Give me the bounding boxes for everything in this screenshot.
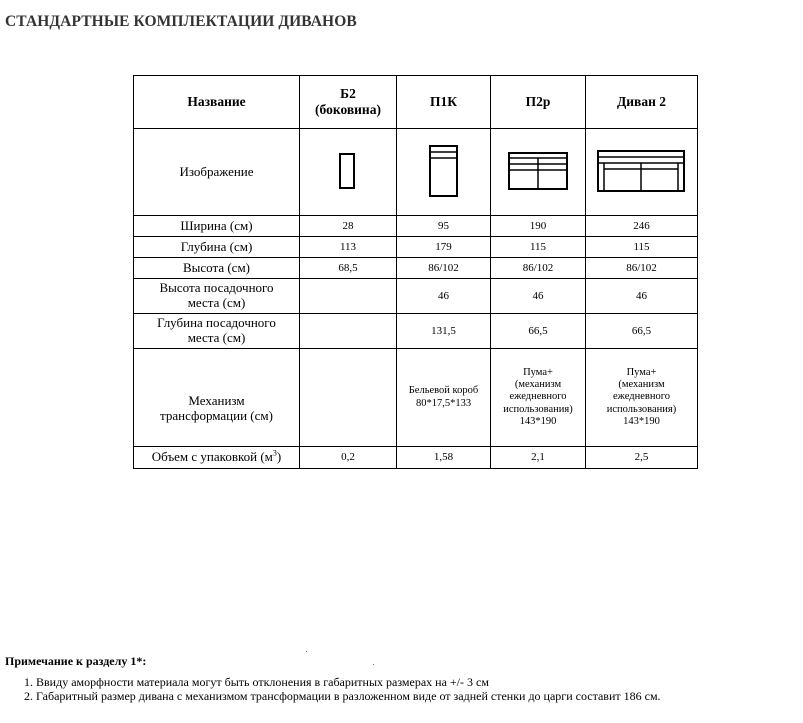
cell-value: 28 [300, 216, 397, 237]
depth-row [134, 237, 698, 258]
column-header-b2 [300, 76, 397, 129]
notes-heading: Примечание к разделу 1*: [5, 654, 147, 668]
cell-value: 131,5 [397, 314, 491, 349]
mechanism-line: Пума+ [523, 367, 553, 379]
column-name: Б2 [340, 86, 356, 102]
mechanism-cell [397, 349, 491, 447]
cell-value: 66,5 [491, 314, 586, 349]
cell-value: 115 [586, 237, 698, 258]
mechanism-line: 143*190 [519, 415, 557, 427]
row-label-line: трансформации (см) [160, 407, 273, 423]
cell-value: 86/102 [397, 258, 491, 279]
mechanism-cell [491, 349, 586, 447]
row-label-height: Высота (см) [134, 258, 300, 279]
cell-value: 190 [491, 216, 586, 237]
mechanism-line: 80*17,5*133 [415, 397, 472, 409]
header-row [134, 76, 698, 129]
cell-value: 46 [491, 279, 586, 314]
cell-value: 115 [491, 237, 586, 258]
cell-value: 113 [300, 237, 397, 258]
notes-section [5, 654, 661, 704]
width-row [134, 216, 698, 237]
note-item: 2. Габаритный размер дивана с механизмом трансформации в разложенном виде от задней стенки до царги составит 186 см. [36, 689, 661, 703]
mechanism-line: использования) [503, 403, 573, 415]
mechanism-row [134, 349, 698, 447]
volume-superscript: 3 [272, 448, 277, 458]
seat-depth-row [134, 314, 698, 349]
column-header-divan2: Диван 2 [586, 76, 698, 129]
cell-value: 1,58 [397, 447, 491, 469]
cell-value: 2,5 [586, 447, 698, 469]
cell-value: 46 [397, 279, 491, 314]
row-label-line: места (см) [187, 330, 246, 345]
notes-list [5, 675, 661, 704]
cell-value: 179 [397, 237, 491, 258]
row-label-image: Изображение [134, 129, 300, 216]
row-label-mechanism [134, 349, 300, 447]
name-header: Название [134, 76, 300, 129]
document-title: СТАНДАРТНЫЕ КОМПЛЕКТАЦИИ ДИВАНОВ [5, 13, 357, 30]
volume-label: Объем с упаковкой (м [151, 449, 273, 465]
row-label-line: Механизм [188, 392, 245, 408]
cell-value [300, 314, 397, 349]
seat-height-row [134, 279, 698, 314]
cell-value: 2,1 [491, 447, 586, 469]
cell-value: 86/102 [586, 258, 698, 279]
image-row [134, 129, 698, 216]
volume-row [134, 447, 698, 469]
mechanism-line: ежедневного [509, 391, 567, 403]
mechanism-line: 143*190 [623, 415, 660, 427]
sofa-icon [596, 149, 688, 195]
armrest-icon [338, 152, 358, 192]
volume-label-close: ) [276, 449, 282, 465]
two-seat-module-icon [507, 151, 569, 193]
mechanism-cell [586, 349, 698, 447]
row-label-seat-depth [134, 314, 300, 349]
row-label-depth: Глубина (см) [134, 237, 300, 258]
row-label-width: Ширина (см) [134, 216, 300, 237]
cell-value: 66,5 [586, 314, 698, 349]
mechanism-line: ежедневного [612, 391, 671, 403]
scan-speck [306, 651, 307, 652]
cell-value: 86/102 [491, 258, 586, 279]
row-label-line: Высота посадочного [159, 280, 274, 296]
row-label-volume [134, 447, 300, 469]
column-subname: (боковина) [315, 102, 381, 117]
row-label-line: места (см) [187, 295, 246, 310]
cell-value: 95 [397, 216, 491, 237]
mechanism-line: Бельевой короб [408, 385, 479, 397]
cell-value: 68,5 [300, 258, 397, 279]
mechanism-line: (механизм [618, 379, 665, 391]
note-item: 1. Ввиду аморфности материала могут быть отклонения в габаритных размерах на +/- 3 см [36, 675, 661, 689]
cell-value: 246 [586, 216, 698, 237]
mechanism-line: Пума+ [626, 367, 657, 379]
height-row [134, 258, 698, 279]
column-header-p2r: П2р [491, 76, 586, 129]
sofa-spec-table [133, 75, 698, 469]
mechanism-line: (механизм [514, 379, 562, 391]
corner-module-icon [428, 144, 460, 200]
cell-value: 46 [586, 279, 698, 314]
mechanism-line: использования) [606, 403, 677, 415]
cell-value [300, 279, 397, 314]
row-label-line: Глубина посадочного [157, 315, 276, 331]
cell-value: 0,2 [300, 447, 397, 469]
mechanism-cell [300, 349, 397, 447]
column-header-p1k: П1К [397, 76, 491, 129]
row-label-seat-height [134, 279, 300, 314]
